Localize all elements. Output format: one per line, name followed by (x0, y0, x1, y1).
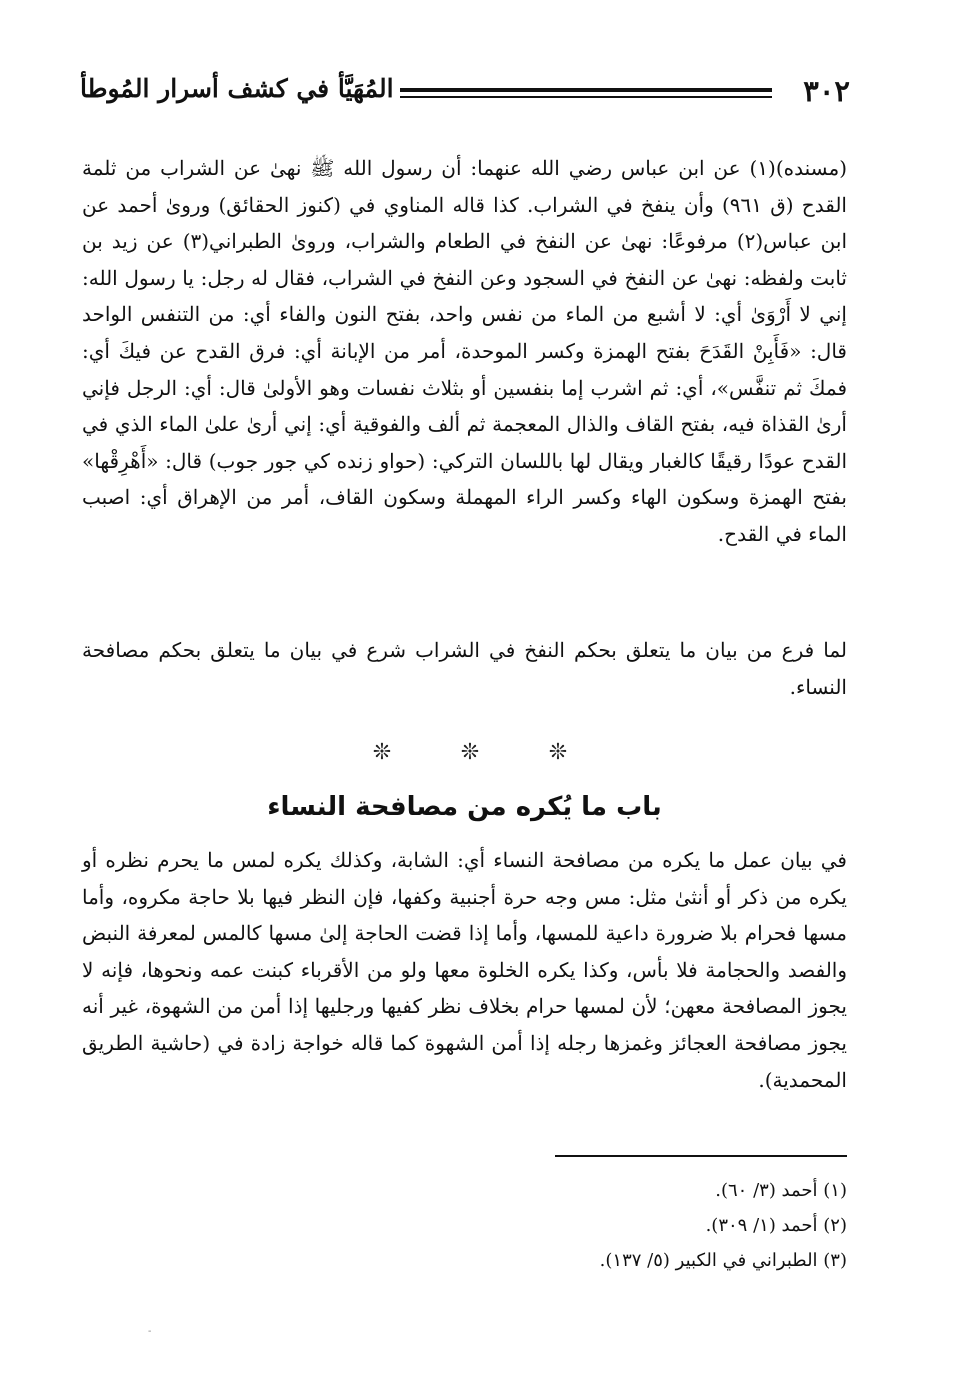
separator-star-icon: ❊ (460, 740, 480, 765)
paragraph-transition: لما فرع من بيان ما يتعلق بحكم النفخ في الشراب شرع في بيان ما يتعلق بحكم مصافحة النساء. (82, 638, 847, 699)
header-rule (400, 88, 772, 92)
margin-mark: - (148, 1326, 152, 1337)
header-rule-thin (400, 96, 772, 98)
chapter-title: باب ما يُكره من مصافحة النساء (267, 792, 662, 822)
footnote-1: (١) أحمد (٣/ ٦٠). (715, 1180, 847, 1201)
paragraph-commentary-1: (مسنده)(١) عن ابن عباس رضي الله عنهما: أن رسول الله ﷺ نهىٰ عن الشراب من ثلمة القدح (ق ٩٦١) وأن ينفخ في الشراب. كذا قاله المناوي في (كنوز الحقائق) وروىٰ أحمد عن ابن عباس(٢) مرفوعًا: نهىٰ عن النفخ في الطعام والشراب، وروىٰ الطبراني(٣) عن زيد بن ثابت ولفظه: نهىٰ عن النفخ في السجود وعن النفخ في الشراب، فقال له رجل: يا رسول الله: إني لا أَرْوَىٰ أي: لا أشبع من الماء من نفس واحد، بفتح النون والفاء أي: من التنفس الواحد قال: «فَأَبِنْ القَدَحَ بفتح الهمزة وكسر الموحدة، أمر من الإبانة أي: فرق القدح عن فيكَ أي: فمكَ ثم تنفَّس»، أي: ثم اشرب إما بنفسين أو بثلاث نفسات وهو الأولىٰ قال: أي: الرجل فإني أرىٰ القذاة فيه، بفتح القاف والذال المعجمة ثم ألف والفوقية أي: إني أرىٰ علىٰ الماء الذي في القدح عودًا رقيقًا كالغبار ويقال لها باللسان التركي: (حواو زنده كي جور جوب) قال: «أَهْرِقْها» بفتح الهمزة وسكون الهاء وكسر الراء المهملة وسكون القاف، أمر من الإهراق أي: اصبب الماء في القدح. (82, 156, 848, 546)
page-number: ٣٠٢ (803, 74, 850, 108)
running-title: المُهَيَّأ في كشف أسرار المُوطأ (80, 74, 394, 103)
separator-star-icon: ❊ (372, 740, 392, 765)
separator-star-icon: ❊ (548, 740, 568, 765)
paragraph-chapter-body: في بيان عمل ما يكره من مصافحة النساء أي: الشابة، وكذلك يكره لمس ما يحرم نظره أو يكره من ذكر أو أنثىٰ مثل: مس وجه حرة أجنبية وكفها، فإن النظر فيها بلا حاجة مكروه، وأما مسها فحرام بلا ضرورة داعية للمسها، وأما إذا قضت الحاجة إلىٰ مسها كالمس لمعرفة النبض والفصد والحجامة فلا بأس، وكذا يكره الخلوة معها ولو من الأقرباء كبنت عمه ونحوها، فإنه لا يجوز المصافحة معهن؛ لأن لمسها حرام بخلاف نظر كفيها ورجليها إذا أمن من الشهوة، غير أنه يجوز مصافحة العجائز وغمزها رجله إذا أمن الشهوة كما قاله خواجة زادة في (حاشية الطريق المحمدية). (82, 848, 847, 1092)
footnote-3: (٣) الطبراني في الكبير (٥/ ١٣٧). (599, 1250, 847, 1271)
page-header (80, 70, 850, 110)
section-separator (370, 740, 570, 765)
footnotes (447, 1173, 847, 1278)
footnote-rule (555, 1155, 847, 1157)
footnote-2: (٢) أحمد (١/ ٣٠٩). (705, 1215, 847, 1236)
